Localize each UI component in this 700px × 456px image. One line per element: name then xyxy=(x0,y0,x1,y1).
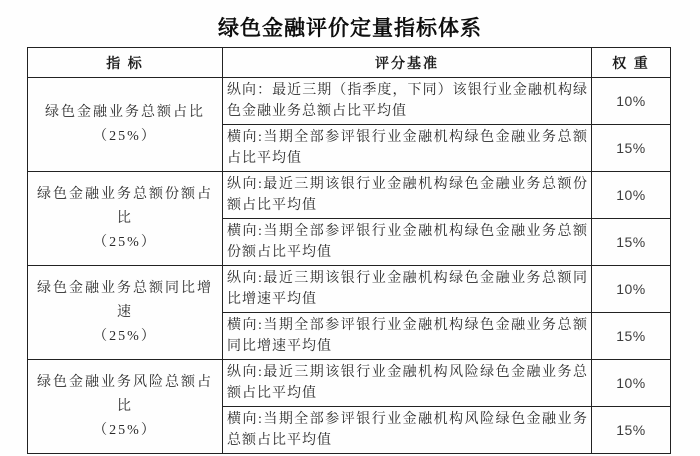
criteria-cell: 横向:当期全部参评银行业金融机构风险绿色金融业务总额占比平均值 xyxy=(223,407,592,454)
weight-cell: 15% xyxy=(592,313,671,360)
indicator-note: （25%） xyxy=(93,422,157,438)
indicator-table xyxy=(27,47,671,454)
indicator-cell xyxy=(28,360,223,454)
indicator-name: 绿色金融业务总额份额占比 xyxy=(37,186,213,226)
table-row xyxy=(28,360,671,407)
indicator-cell xyxy=(28,172,223,266)
indicator-cell xyxy=(28,78,223,172)
col-header-weight: 权 重 xyxy=(592,48,671,78)
criteria-cell: 横向:当期全部参评银行业金融机构绿色金融业务总额占比平均值 xyxy=(223,125,592,172)
weight-cell: 10% xyxy=(592,266,671,313)
indicator-note: （25%） xyxy=(93,128,157,144)
criteria-cell: 横向:当期全部参评银行业金融机构绿色金融业务总额份额占比平均值 xyxy=(223,219,592,266)
criteria-cell: 横向:当期全部参评银行业金融机构绿色金融业务总额同比增速平均值 xyxy=(223,313,592,360)
indicator-name: 绿色金融业务总额同比增速 xyxy=(37,280,213,320)
col-header-criteria: 评分基准 xyxy=(223,48,592,78)
indicator-name: 绿色金融业务总额占比 xyxy=(45,104,205,120)
col-header-indicator: 指 标 xyxy=(28,48,223,78)
criteria-cell: 纵向:最近三期该银行业金融机构绿色金融业务总额同比增速平均值 xyxy=(223,266,592,313)
criteria-cell: 纵向：最近三期（指季度，下同）该银行业金融机构绿色金融业务总额占比平均值 xyxy=(223,78,592,125)
weight-cell: 10% xyxy=(592,78,671,125)
indicator-name: 绿色金融业务风险总额占比 xyxy=(37,374,213,414)
weight-cell: 15% xyxy=(592,407,671,454)
table-row xyxy=(28,172,671,219)
criteria-cell: 纵向:最近三期该银行业金融机构风险绿色金融业务总额占比平均值 xyxy=(223,360,592,407)
table-row xyxy=(28,266,671,313)
weight-cell: 15% xyxy=(592,219,671,266)
indicator-cell xyxy=(28,266,223,360)
weight-cell: 10% xyxy=(592,360,671,407)
weight-cell: 10% xyxy=(592,172,671,219)
header-row xyxy=(28,48,671,78)
weight-cell: 15% xyxy=(592,125,671,172)
indicator-note: （25%） xyxy=(93,234,157,250)
page-title: 绿色金融评价定量指标体系 xyxy=(218,17,482,40)
table-row xyxy=(28,78,671,125)
indicator-note: （25%） xyxy=(93,328,157,344)
criteria-cell: 纵向:最近三期该银行业金融机构绿色金融业务总额份额占比平均值 xyxy=(223,172,592,219)
